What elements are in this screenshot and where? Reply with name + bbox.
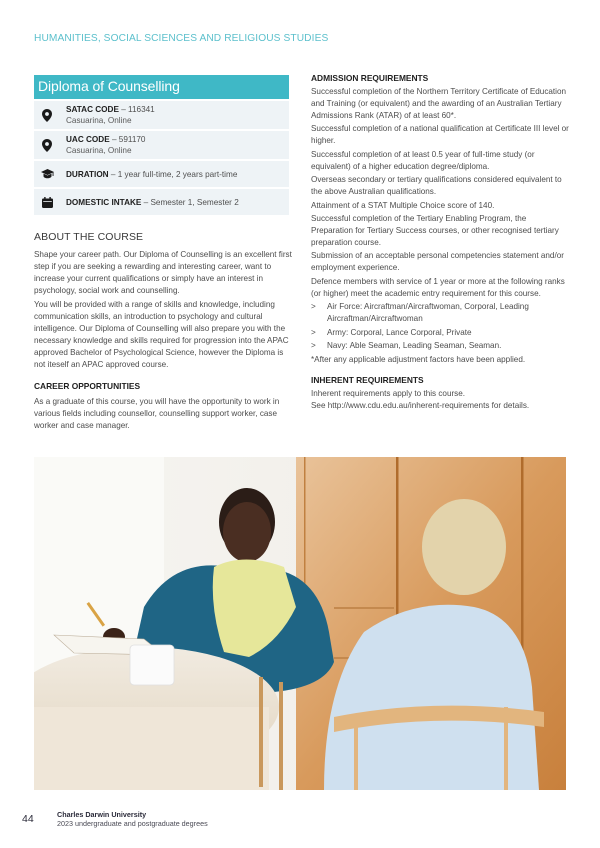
inherent-line-1: Inherent requirements apply to this course. — [311, 388, 466, 398]
location-pin-icon — [40, 108, 54, 122]
duration-value: – 1 year full-time, 2 years part-time — [108, 169, 238, 179]
admission-item: Successful completion of at least 0.5 year of full-time study (or equivalent) of a higher education degree/diploma. — [311, 149, 535, 171]
about-paragraph-2: You will be provided with a range of skills and knowledge, including communication skills, an introduction to psychology and cultural intelligence. Our Diploma of Counselling will also prepare you with the necessary knowledge and skills required for progression into the APAC approved Bachelor of Psychological Science, however the Diploma is not iteself an APAC approved course. — [34, 300, 289, 369]
intake-label: DOMESTIC INTAKE — [66, 197, 142, 207]
admission-item: Successful completion of the Northern Territory Certificate of Education and Training (or equivalent) and the awarding of an Australian Tertiary Admissions Rank (ATAR) of at least 60*. — [311, 87, 567, 120]
admission-item: Attainment of a STAT Multiple Choice score of 140. — [311, 200, 495, 210]
info-row-duration — [34, 161, 289, 187]
footer-university: Charles Darwin University — [57, 810, 147, 819]
admission-item: Overseas secondary or tertiary qualifications considered equivalent to the above Australian qualifications. — [311, 175, 562, 197]
graduation-cap-icon — [40, 167, 54, 181]
section-header: HUMANITIES, SOCIAL SCIENCES AND RELIGIOUS STUDIES — [34, 33, 329, 44]
satac-campus: Casuarina, Online — [66, 116, 132, 125]
about-heading: ABOUT THE COURSE — [34, 231, 144, 243]
chevron-right-icon: > — [311, 302, 316, 312]
info-row-satac-code — [34, 101, 289, 129]
uac-value: – 591170 — [109, 135, 146, 144]
chevron-right-icon: > — [311, 341, 316, 351]
satac-value: – 116341 — [118, 105, 155, 114]
footer-subtitle: 2023 undergraduate and postgraduate degrees — [57, 819, 208, 828]
duration-label: DURATION — [66, 169, 109, 179]
admission-heading: ADMISSION REQUIREMENTS — [311, 73, 429, 83]
page-number: 44 — [22, 813, 34, 825]
admission-item: Successful completion of the Tertiary Enabling Program, the Preparation for Tertiary Success courses, or other recognised tertiary preparation course. — [311, 214, 559, 247]
list-item: > Air Force: Aircraftman/Aircraftwoman, Corporal, Leading Aircraftman/Aircraftwoman — [311, 302, 529, 324]
admission-item: Submission of an acceptable personal competencies statement and/or employment experience. — [311, 251, 564, 273]
requirements-column — [311, 73, 569, 412]
about-paragraph-1: Shape your career path. Our Diploma of Counselling is an excellent first step if you are seeking a rewarding and interesting career, want to increase your current qualifications or simply have an interest in psychology, social work and counselling. — [34, 250, 292, 295]
atar-footnote: *After any applicable adjustment factors have been applied. — [311, 354, 526, 364]
list-item: > Navy: Able Seaman, Leading Seaman, Seaman. — [311, 341, 502, 351]
uac-label: UAC CODE — [66, 135, 110, 144]
calendar-icon — [40, 195, 54, 209]
intake-value: – Semester 1, Semester 2 — [141, 197, 239, 207]
location-pin-icon — [40, 138, 54, 152]
inherent-heading: INHERENT REQUIREMENTS — [311, 374, 424, 385]
counselling-session-photo — [34, 457, 566, 790]
career-heading: CAREER OPPORTUNITIES — [34, 381, 141, 391]
chevron-right-icon: > — [311, 327, 316, 337]
info-row-domestic-intake — [34, 189, 289, 215]
course-title: Diploma of Counselling — [34, 75, 289, 99]
info-row-uac-code — [34, 131, 289, 159]
admission-item: Defence members with service of 1 year or more at the following ranks (or higher) meet the academic entry requirement for this course. — [311, 276, 565, 298]
admission-item: Successful completion of a national qualification at Certificate III level or higher. — [311, 124, 569, 146]
defence-ranks-list — [311, 301, 569, 352]
inherent-link[interactable]: See http://www.cdu.edu.au/inherent-requirements for details. — [311, 400, 530, 410]
course-info-card — [34, 75, 289, 215]
career-paragraph: As a graduate of this course, you will have the opportunity to work in various fields including counsellor, counselling support worker, case worker and case manager. — [34, 397, 280, 430]
uac-campus: Casuarina, Online — [66, 146, 132, 155]
list-item: > Army: Corporal, Lance Corporal, Private — [311, 327, 472, 337]
satac-label: SATAC CODE — [66, 105, 119, 114]
